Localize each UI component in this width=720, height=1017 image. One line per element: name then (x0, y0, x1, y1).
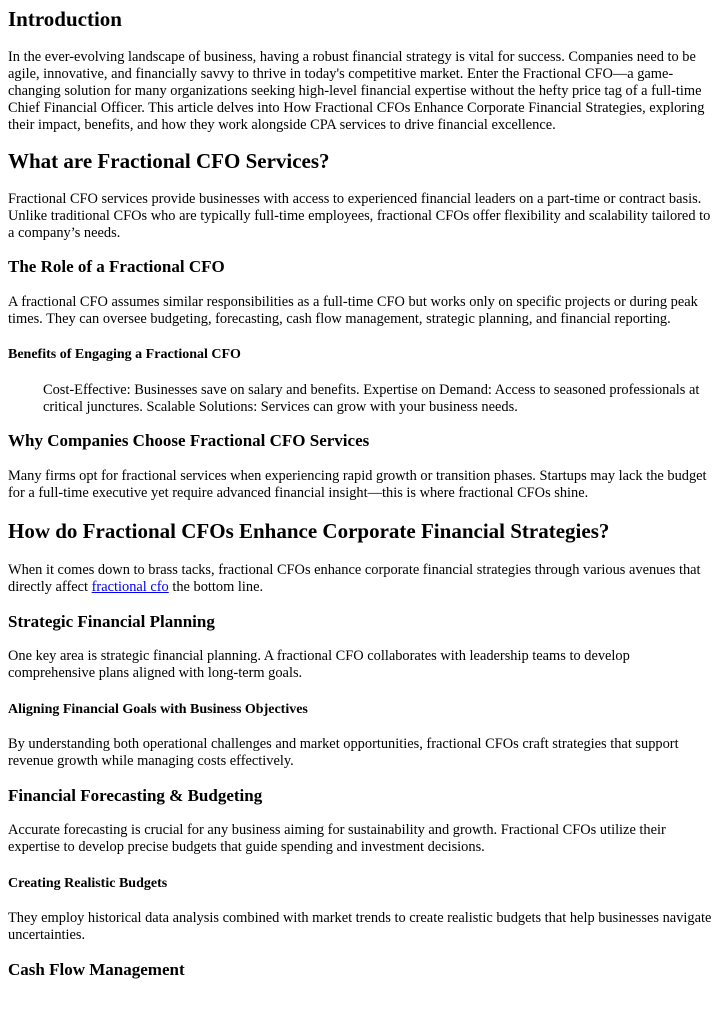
forecast-paragraph: Accurate forecasting is crucial for any business aiming for sustainability and growth. Fractional CFOs utilize their expertise to develop precise budgets that guide spending and investment decisions. (8, 822, 666, 855)
role-paragraph: A fractional CFO assumes similar responsibilities as a full-time CFO but works only on specific projects or during peak times. They can oversee budgeting, forecasting, cash flow management, strategic planning, and financial reporting. (8, 294, 698, 327)
what-heading: What are Fractional CFO Services? (8, 149, 330, 173)
forecast-heading: Financial Forecasting & Budgeting (8, 786, 263, 805)
how-paragraph-end: the bottom line. (168, 579, 264, 595)
cashflow-heading: Cash Flow Management (8, 960, 185, 979)
budgets-paragraph: They employ historical data analysis combined with market trends to create realistic budgets that help businesses navigate uncertainties. (8, 910, 712, 943)
how-paragraph (8, 562, 714, 596)
role-heading: The Role of a Fractional CFO (8, 257, 225, 276)
fractional-cfo-link[interactable]: fractional cfo (91, 579, 169, 595)
aligning-paragraph: By understanding both operational challenges and market opportunities, fractional CFOs craft strategies that support revenue growth while managing costs effectively. (8, 736, 679, 769)
strategic-paragraph: One key area is strategic financial planning. A fractional CFO collaborates with leadership teams to develop comprehensive plans aligned with long-term goals. (8, 648, 630, 681)
why-paragraph: Many firms opt for fractional services when experiencing rapid growth or transition phases. Startups may lack the budget for a full-time executive yet require advanced financial insight—this is where fractional CFOs shine. (8, 468, 707, 501)
intro-paragraph: In the ever-evolving landscape of business, having a robust financial strategy is vital for success. Companies need to be agile, innovative, and financially savvy to thrive in today's competitive market. Enter the Fractional CFO—a game-changing solution for many organizations seeking high-level financial expertise without the hefty price tag of a full-time Chief Financial Officer. This article delves into How Fractional CFOs Enhance Corporate Financial Strategies, exploring their impact, benefits, and how they work alongside CPA services to drive financial excellence. (8, 49, 705, 133)
benefits-quote: Cost-Effective: Businesses save on salary and benefits. Expertise on Demand: Access to seasoned professionals at critical junctures. Scalable Solutions: Services can grow with your business needs. (43, 382, 700, 415)
how-heading: How do Fractional CFOs Enhance Corporate Financial Strategies? (8, 519, 610, 543)
how-paragraph-start: When it comes down to brass tacks, fractional CFOs enhance corporate financial strategies through various avenues that directly affect (8, 562, 701, 595)
why-heading: Why Companies Choose Fractional CFO Services (8, 431, 370, 450)
benefits-heading: Benefits of Engaging a Fractional CFO (8, 347, 241, 362)
aligning-heading: Aligning Financial Goals with Business Objectives (8, 702, 308, 717)
strategic-heading: Strategic Financial Planning (8, 612, 215, 631)
intro-heading: Introduction (8, 7, 122, 31)
budgets-heading: Creating Realistic Budgets (8, 876, 168, 891)
what-paragraph: Fractional CFO services provide businesses with access to experienced financial leaders on a part-time or contract basis. Unlike traditional CFOs who are typically full-time employees, fractional CFOs offer flexibility and scalability tailored to a company’s needs. (8, 191, 711, 241)
